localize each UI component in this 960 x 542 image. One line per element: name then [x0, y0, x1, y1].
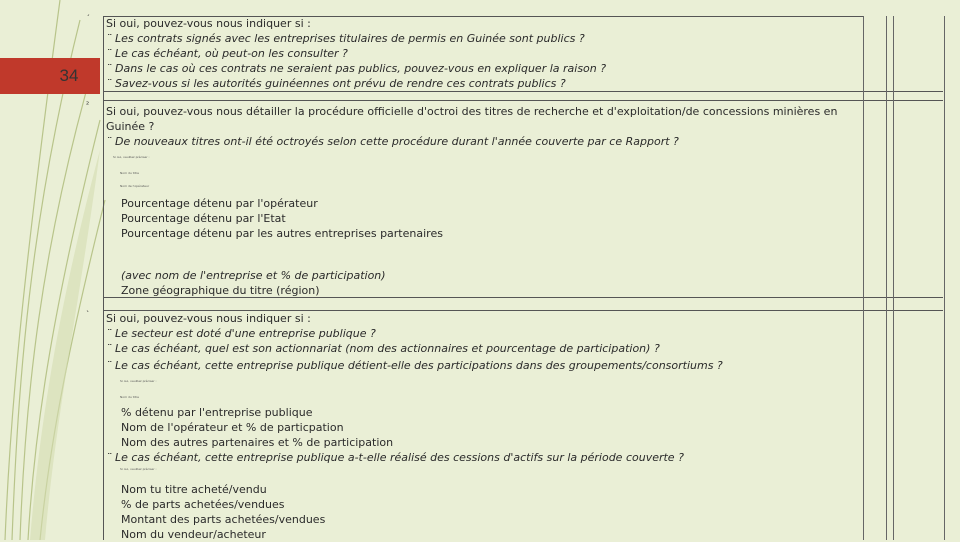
field-label: Nom de l'opérateur et % de particpation [121, 421, 344, 434]
section2-text [106, 104, 837, 149]
section2-line: Guinée ? [106, 120, 155, 133]
section2-fields [121, 196, 443, 241]
field-label: % détenu par l'entreprise publique [121, 406, 313, 419]
field-label: Nom des autres partenaires et % de participation [121, 436, 394, 449]
field-label: Pourcentage détenu par l'opérateur [121, 197, 318, 210]
section3-tiny-note: Nom du titre [120, 395, 139, 399]
slide-number: 34 [59, 66, 79, 85]
section3-line: ¨ Le secteur est doté d'une entreprise publique ? [106, 327, 376, 340]
section1-line: ¨ Savez-vous si les autorités guinéennes ont prévu de rendre ces contrats publics ? [106, 77, 566, 90]
section3-text [106, 311, 660, 356]
section3-tiny-note: Si oui, veuillez préciser : [120, 379, 157, 383]
field-label: Nom tu titre acheté/vendu [121, 483, 267, 496]
section2-marker: ² [86, 100, 90, 109]
section3-fields-2 [121, 482, 325, 542]
field-label: Montant des parts achetées/vendues [121, 513, 326, 526]
section2-tiny-note: Nom de l'opérateur [120, 184, 150, 188]
answer-column-1 [863, 16, 887, 540]
section1-line: ¨ Les contrats signés avec les entreprises titulaires de permis en Guinée sont publics ? [106, 32, 585, 45]
field-label: Zone géographique du titre (région) [121, 284, 320, 297]
section3-marker: ` [86, 310, 90, 319]
section1-text [106, 16, 606, 91]
section3-line: ¨ Le cas échéant, cette entreprise publique détient-elle des participations dans des groupements/consortiums ? [106, 359, 723, 372]
section1-marker: ´ [86, 14, 90, 23]
field-label: Pourcentage détenu par l'Etat [121, 212, 286, 225]
field-label: % de parts achetées/vendues [121, 498, 285, 511]
section1-line: Si oui, pouvez-vous nous indiquer si : [106, 17, 311, 30]
section2-fields-2 [121, 268, 386, 298]
section1-line: ¨ Dans le cas où ces contrats ne seraient pas publics, pouvez-vous en expliquer la raison ? [106, 62, 607, 75]
section3-tiny-note: Si oui, veuillez préciser : [120, 467, 157, 471]
section1-divider [103, 91, 863, 92]
field-label: Pourcentage détenu par les autres entreprises partenaires [121, 227, 443, 240]
answer-column-2 [893, 16, 945, 540]
field-label: (avec nom de l'entreprise et % de participation) [121, 269, 386, 282]
section3-line: ¨ Le cas échéant, quel est son actionnariat (nom des actionnaires et pourcentage de participation) ? [106, 342, 660, 355]
section3-question4: ¨ Le cas échéant, cette entreprise publique a-t-elle réalisé des cessions d'actifs sur la période couverte ? [106, 451, 684, 464]
section2-line: ¨ De nouveaux titres ont-il été octroyés selon cette procédure durant l'année couverte par ce Rapport ? [106, 135, 679, 148]
table-left-border [103, 16, 104, 540]
field-label: Nom du vendeur/acheteur [121, 528, 266, 541]
section3-fields [121, 405, 393, 450]
section2-line: Si oui, pouvez-vous nous détailler la procédure officielle d'octroi des titres de recherche et d'exploitation/de concessions minières en [106, 105, 838, 118]
section2-tiny-note: Nom du titre [120, 171, 139, 175]
section1-bottom [103, 100, 863, 101]
section1-line: ¨ Le cas échéant, où peut-on les consulter ? [106, 47, 348, 60]
section2-tiny-note: Si oui, veuillez préciser : [113, 155, 150, 159]
section3-line: Si oui, pouvez-vous nous indiquer si : [106, 312, 311, 325]
